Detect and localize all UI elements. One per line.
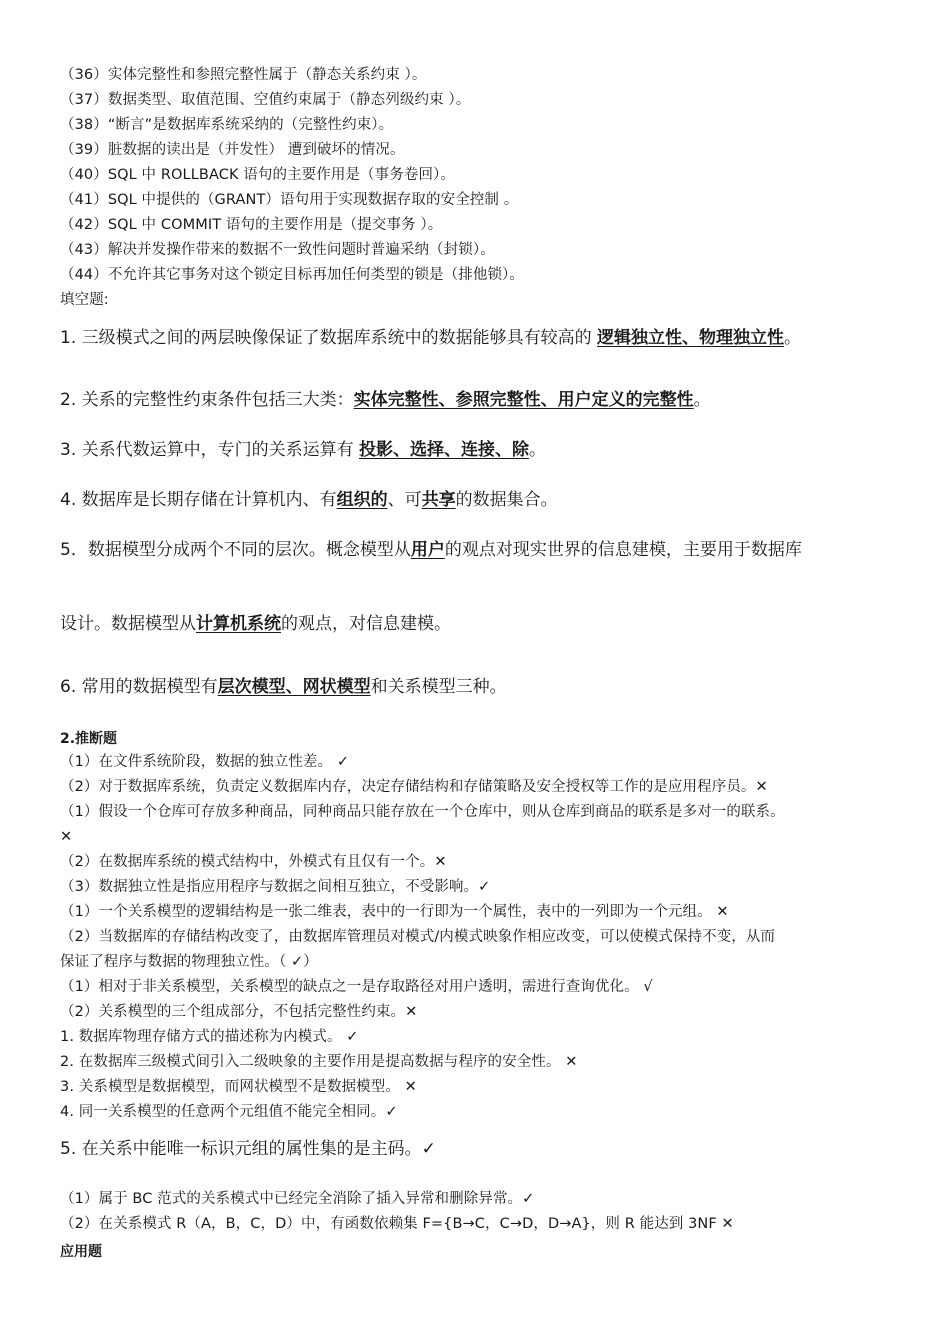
mcq-answer-37: （37）数据类型、取值范围、空值约束属于（静态列级约束 ）。 (60, 92, 471, 108)
fill-question-5-line2: 设计。数据模型从计算机系统的观点，对信息建模。 (60, 614, 451, 634)
fill-question-5-line1: 5．数据模型分成两个不同的层次。概念模型从用户的观点对现实世界的信息建模，主要用于数据库 (60, 540, 802, 560)
fill-answer-2: 实体完整性、参照完整性、用户定义的完整性 (353, 390, 694, 410)
judge-line: （1）相对于非关系模型，关系模型的缺点之一是存取路径对用户透明，需进行查询优化。 √ (60, 979, 653, 995)
fill-question-4: 4. 数据库是长期存储在计算机内、有组织的、可共享的数据集合。 (60, 490, 558, 510)
application-section-heading: 应用题 (60, 1244, 102, 1260)
mcq-answer-39: （39）脏数据的读出是（并发性） 遭到破坏的情况。 (60, 142, 405, 158)
judge-line: ✕ (60, 829, 73, 845)
fill-answer-5b: 计算机系统 (196, 614, 281, 634)
fill-section-heading: 填空题: (60, 292, 109, 308)
mcq-answer-41: （41）SQL 中提供的（GRANT）语句用于实现数据存取的安全控制 。 (60, 192, 519, 208)
fill-answer-3: 投影、选择、连接、除 (359, 440, 530, 460)
judge-line-large: 5. 在关系中能唯一标识元组的属性集的是主码。✓ (60, 1139, 436, 1159)
fill-question-6: 6. 常用的数据模型有层次模型、网状模型和关系模型三种。 (60, 677, 507, 697)
judge-line: （2）对于数据库系统，负责定义数据库内存，决定存储结构和存储策略及安全授权等工作的是应用程序员。✕ (60, 779, 768, 795)
judge-line: 保证了程序与数据的物理独立性。（ ✓） (60, 954, 318, 970)
judge-section-heading: 2.推断题 (60, 731, 118, 747)
judge-line: （1）属于 BC 范式的关系模式中已经完全消除了插入异常和删除异常。✓ (60, 1191, 535, 1207)
judge-line: 1. 数据库物理存储方式的描述称为内模式。 ✓ (60, 1029, 359, 1045)
fill-answer-4a: 组织的 (336, 490, 388, 510)
mcq-answer-38: （38）“断言”是数据库系统采纳的（完整性约束）。 (60, 117, 394, 133)
fill-answer-5a: 用户 (410, 540, 445, 560)
judge-line: 2. 在数据库三级模式间引入二级映象的主要作用是提高数据与程序的安全性。 ✕ (60, 1054, 578, 1070)
mcq-answer-42: （42）SQL 中 COMMIT 语句的主要作用是（提交事务 ）。 (60, 217, 443, 233)
fill-question-2: 2. 关系的完整性约束条件包括三大类：实体完整性、参照完整性、用户定义的完整性。 (60, 390, 711, 410)
judge-line: 4. 同一关系模型的任意两个元组值不能完全相同。✓ (60, 1104, 398, 1120)
fill-answer-6: 层次模型、网状模型 (217, 677, 371, 697)
judge-line: （2）关系模型的三个组成部分，不包括完整性约束。✕ (60, 1004, 418, 1020)
judge-line: （1）在文件系统阶段，数据的独立性差。 ✓ (60, 754, 350, 770)
judge-line: （2）在关系模式 R（A，B，C，D）中，有函数依赖集 F={B→C，C→D，D→A}，则 R 能达到 3NF ✕ (60, 1216, 734, 1232)
fill-answer-1: 逻辑独立性、物理独立性 (597, 328, 785, 348)
mcq-answer-40: （40）SQL 中 ROLLBACK 语句的主要作用是（事务卷回）。 (60, 167, 456, 183)
fill-answer-4b: 共享 (421, 490, 456, 510)
judge-line: 3. 关系模型是数据模型，而网状模型不是数据模型。 ✕ (60, 1079, 417, 1095)
fill-question-1: 1. 三级模式之间的两层映像保证了数据库系统中的数据能够具有较高的 逻辑独立性、物理独立性。 (60, 328, 802, 348)
judge-line: （1）一个关系模型的逻辑结构是一张二维表，表中的一行即为一个属性，表中的一列即为一个元组。 ✕ (60, 904, 729, 920)
mcq-answer-36: （36）实体完整性和参照完整性属于（静态关系约束 ）。 (60, 67, 427, 83)
judge-line: （3）数据独立性是指应用程序与数据之间相互独立，不受影响。✓ (60, 879, 491, 895)
judge-line: （1）假设一个仓库可存放多种商品，同种商品只能存放在一个仓库中，则从仓库到商品的联系是多对一的联系。 (60, 804, 785, 820)
judge-line: （2）当数据库的存储结构改变了，由数据库管理员对模式/内模式映象作相应改变，可以使模式保持不变，从而 (60, 929, 776, 945)
judge-line: （2）在数据库系统的模式结构中，外模式有且仅有一个。✕ (60, 854, 447, 870)
mcq-answer-43: （43）解决并发操作带来的数据不一致性问题时普遍采纳（封锁）。 (60, 242, 495, 258)
mcq-answer-44: （44）不允许其它事务对这个锁定目标再加任何类型的锁是（排他锁）。 (60, 267, 524, 283)
fill-question-3: 3. 关系代数运算中，专门的关系运算有 投影、选择、连接、除。 (60, 440, 547, 460)
